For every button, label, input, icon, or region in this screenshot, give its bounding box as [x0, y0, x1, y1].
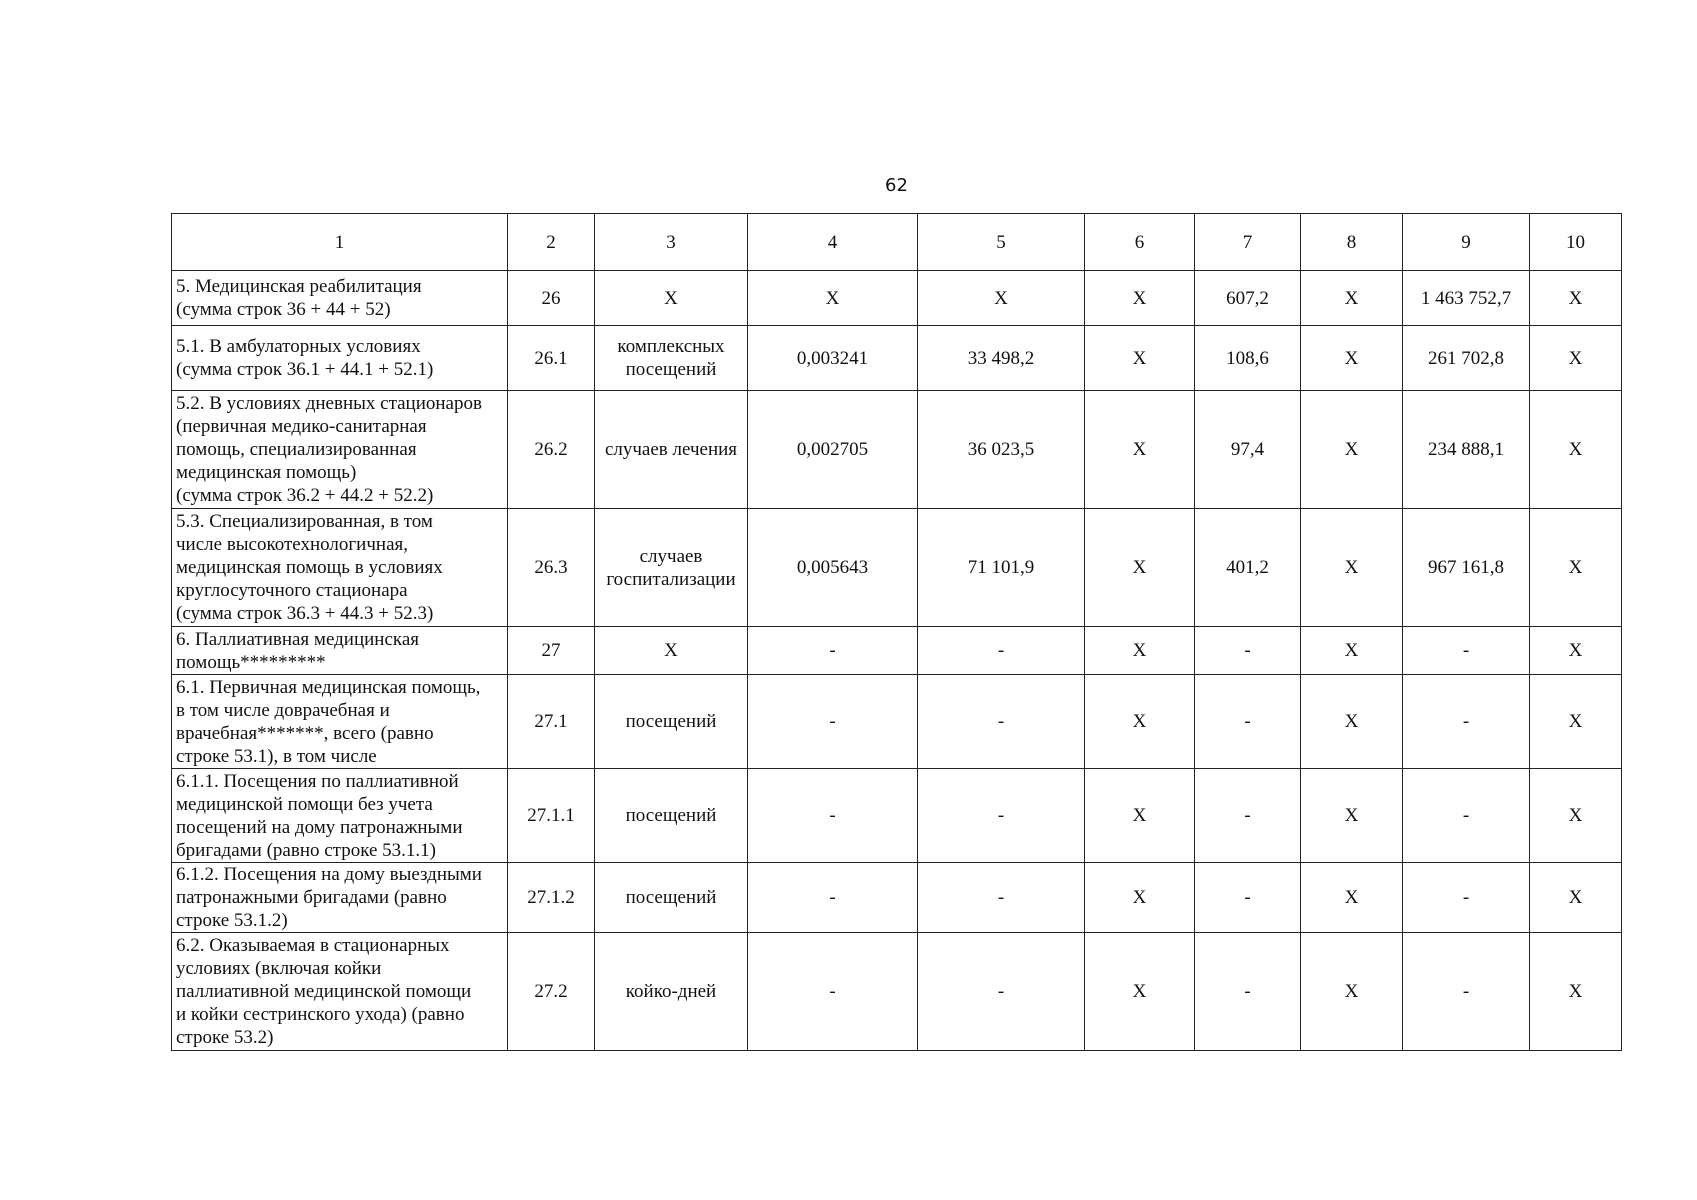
cell-unit: случаев госпитализации — [595, 509, 748, 627]
cell-col9: - — [1403, 863, 1530, 933]
row-label-cell: 6.1.2. Посещения на дому выездными патронажными бригадами (равно строке 53.1.2) — [172, 863, 508, 933]
cell-col7: - — [1195, 863, 1301, 933]
cell-col7: 108,6 — [1195, 326, 1301, 391]
row-code-cell: 26.3 — [508, 509, 595, 627]
cell-col6: Х — [1085, 391, 1195, 509]
row-code-cell: 27 — [508, 627, 595, 675]
table-row — [172, 326, 1622, 391]
cell-col10: Х — [1530, 391, 1622, 509]
cell-col6: Х — [1085, 326, 1195, 391]
cell-col9: - — [1403, 933, 1530, 1051]
cell-col10: Х — [1530, 675, 1622, 769]
header-cell: 6 — [1085, 214, 1195, 271]
cell-col5: - — [918, 863, 1085, 933]
cell-col10: Х — [1530, 627, 1622, 675]
cell-col7: 607,2 — [1195, 271, 1301, 326]
cell-col5: 71 101,9 — [918, 509, 1085, 627]
cell-col5: 36 023,5 — [918, 391, 1085, 509]
table-row — [172, 271, 1622, 326]
header-cell: 1 — [172, 214, 508, 271]
cell-col7: - — [1195, 933, 1301, 1051]
cell-col8: Х — [1301, 769, 1403, 863]
cell-col5: - — [918, 627, 1085, 675]
row-code-cell: 26.2 — [508, 391, 595, 509]
cell-unit: комплексных посещений — [595, 326, 748, 391]
cell-col7: 401,2 — [1195, 509, 1301, 627]
cell-col4: - — [748, 933, 918, 1051]
cell-col9: 261 702,8 — [1403, 326, 1530, 391]
row-code-cell: 27.1 — [508, 675, 595, 769]
cell-col10: Х — [1530, 863, 1622, 933]
cell-col4: - — [748, 627, 918, 675]
cell-col4: 0,003241 — [748, 326, 918, 391]
cell-col8: Х — [1301, 863, 1403, 933]
cell-col7: 97,4 — [1195, 391, 1301, 509]
cell-col4: - — [748, 769, 918, 863]
table-row — [172, 675, 1622, 769]
table-row — [172, 509, 1622, 627]
cell-col7: - — [1195, 675, 1301, 769]
cell-col6: Х — [1085, 675, 1195, 769]
cell-unit: посещений — [595, 863, 748, 933]
cell-col7: - — [1195, 627, 1301, 675]
row-code-cell: 26 — [508, 271, 595, 326]
cell-col8: Х — [1301, 391, 1403, 509]
cell-col4: - — [748, 675, 918, 769]
row-label-cell: 6.1.1. Посещения по паллиативной медицинской помощи без учета посещений на дому патронажными бригадами (равно строке 53.1.1) — [172, 769, 508, 863]
cell-col4: 0,005643 — [748, 509, 918, 627]
row-code-cell: 27.1.2 — [508, 863, 595, 933]
cell-col7: - — [1195, 769, 1301, 863]
cell-col9: - — [1403, 675, 1530, 769]
header-cell: 10 — [1530, 214, 1622, 271]
cell-unit: Х — [595, 627, 748, 675]
cell-col6: Х — [1085, 769, 1195, 863]
row-code-cell: 26.1 — [508, 326, 595, 391]
cell-col10: Х — [1530, 509, 1622, 627]
cell-col5: - — [918, 675, 1085, 769]
row-label-cell: 6.1. Первичная медицинская помощь, в том числе доврачебная и врачебная*******, всего (равно строке 53.1), в том числе — [172, 675, 508, 769]
cell-col4: 0,002705 — [748, 391, 918, 509]
cell-col6: Х — [1085, 271, 1195, 326]
data-table — [171, 213, 1622, 1051]
cell-col5: - — [918, 933, 1085, 1051]
row-label-cell: 5.1. В амбулаторных условиях (сумма строк 36.1 + 44.1 + 52.1) — [172, 326, 508, 391]
cell-col6: Х — [1085, 933, 1195, 1051]
row-code-cell: 27.2 — [508, 933, 595, 1051]
row-label-cell: 5. Медицинская реабилитация (сумма строк 36 + 44 + 52) — [172, 271, 508, 326]
cell-col10: Х — [1530, 769, 1622, 863]
cell-col6: Х — [1085, 863, 1195, 933]
row-label-cell: 5.3. Специализированная, в том числе высокотехнологичная, медицинская помощь в условиях круглосуточного стационара (сумма строк 36.3 + 44.3 + 52.3) — [172, 509, 508, 627]
cell-col8: Х — [1301, 509, 1403, 627]
cell-col10: Х — [1530, 271, 1622, 326]
cell-col10: Х — [1530, 326, 1622, 391]
page-number: 62 — [885, 175, 908, 196]
cell-unit: посещений — [595, 769, 748, 863]
table-row — [172, 769, 1622, 863]
cell-col6: Х — [1085, 509, 1195, 627]
cell-unit: койко-дней — [595, 933, 748, 1051]
table-row — [172, 933, 1622, 1051]
cell-col5: Х — [918, 271, 1085, 326]
cell-col5: 33 498,2 — [918, 326, 1085, 391]
cell-unit: Х — [595, 271, 748, 326]
cell-col6: Х — [1085, 627, 1195, 675]
row-label-cell: 6. Паллиативная медицинская помощь********* — [172, 627, 508, 675]
cell-col4: - — [748, 863, 918, 933]
cell-col9: - — [1403, 627, 1530, 675]
header-cell: 5 — [918, 214, 1085, 271]
table-row — [172, 863, 1622, 933]
header-cell: 3 — [595, 214, 748, 271]
cell-col9: 234 888,1 — [1403, 391, 1530, 509]
cell-col8: Х — [1301, 326, 1403, 391]
header-cell: 2 — [508, 214, 595, 271]
header-cell: 7 — [1195, 214, 1301, 271]
cell-col8: Х — [1301, 271, 1403, 326]
header-row — [172, 214, 1622, 271]
header-cell: 9 — [1403, 214, 1530, 271]
cell-col8: Х — [1301, 675, 1403, 769]
cell-col5: - — [918, 769, 1085, 863]
cell-unit: случаев лечения — [595, 391, 748, 509]
table-body — [172, 214, 1622, 1051]
row-label-cell: 6.2. Оказываемая в стационарных условиях (включая койки паллиативной медицинской помощи и койки сестринского ухода) (равно строке 53.2) — [172, 933, 508, 1051]
cell-col8: Х — [1301, 627, 1403, 675]
cell-col8: Х — [1301, 933, 1403, 1051]
cell-col9: - — [1403, 769, 1530, 863]
cell-col10: Х — [1530, 933, 1622, 1051]
cell-unit: посещений — [595, 675, 748, 769]
cell-col4: Х — [748, 271, 918, 326]
cell-col9: 1 463 752,7 — [1403, 271, 1530, 326]
row-label-cell: 5.2. В условиях дневных стационаров (первичная медико-санитарная помощь, специализированная медицинская помощь) (сумма строк 36.2 + 44.2 + 52.2) — [172, 391, 508, 509]
row-code-cell: 27.1.1 — [508, 769, 595, 863]
table-row — [172, 627, 1622, 675]
cell-col9: 967 161,8 — [1403, 509, 1530, 627]
header-cell: 8 — [1301, 214, 1403, 271]
table-row — [172, 391, 1622, 509]
header-cell: 4 — [748, 214, 918, 271]
